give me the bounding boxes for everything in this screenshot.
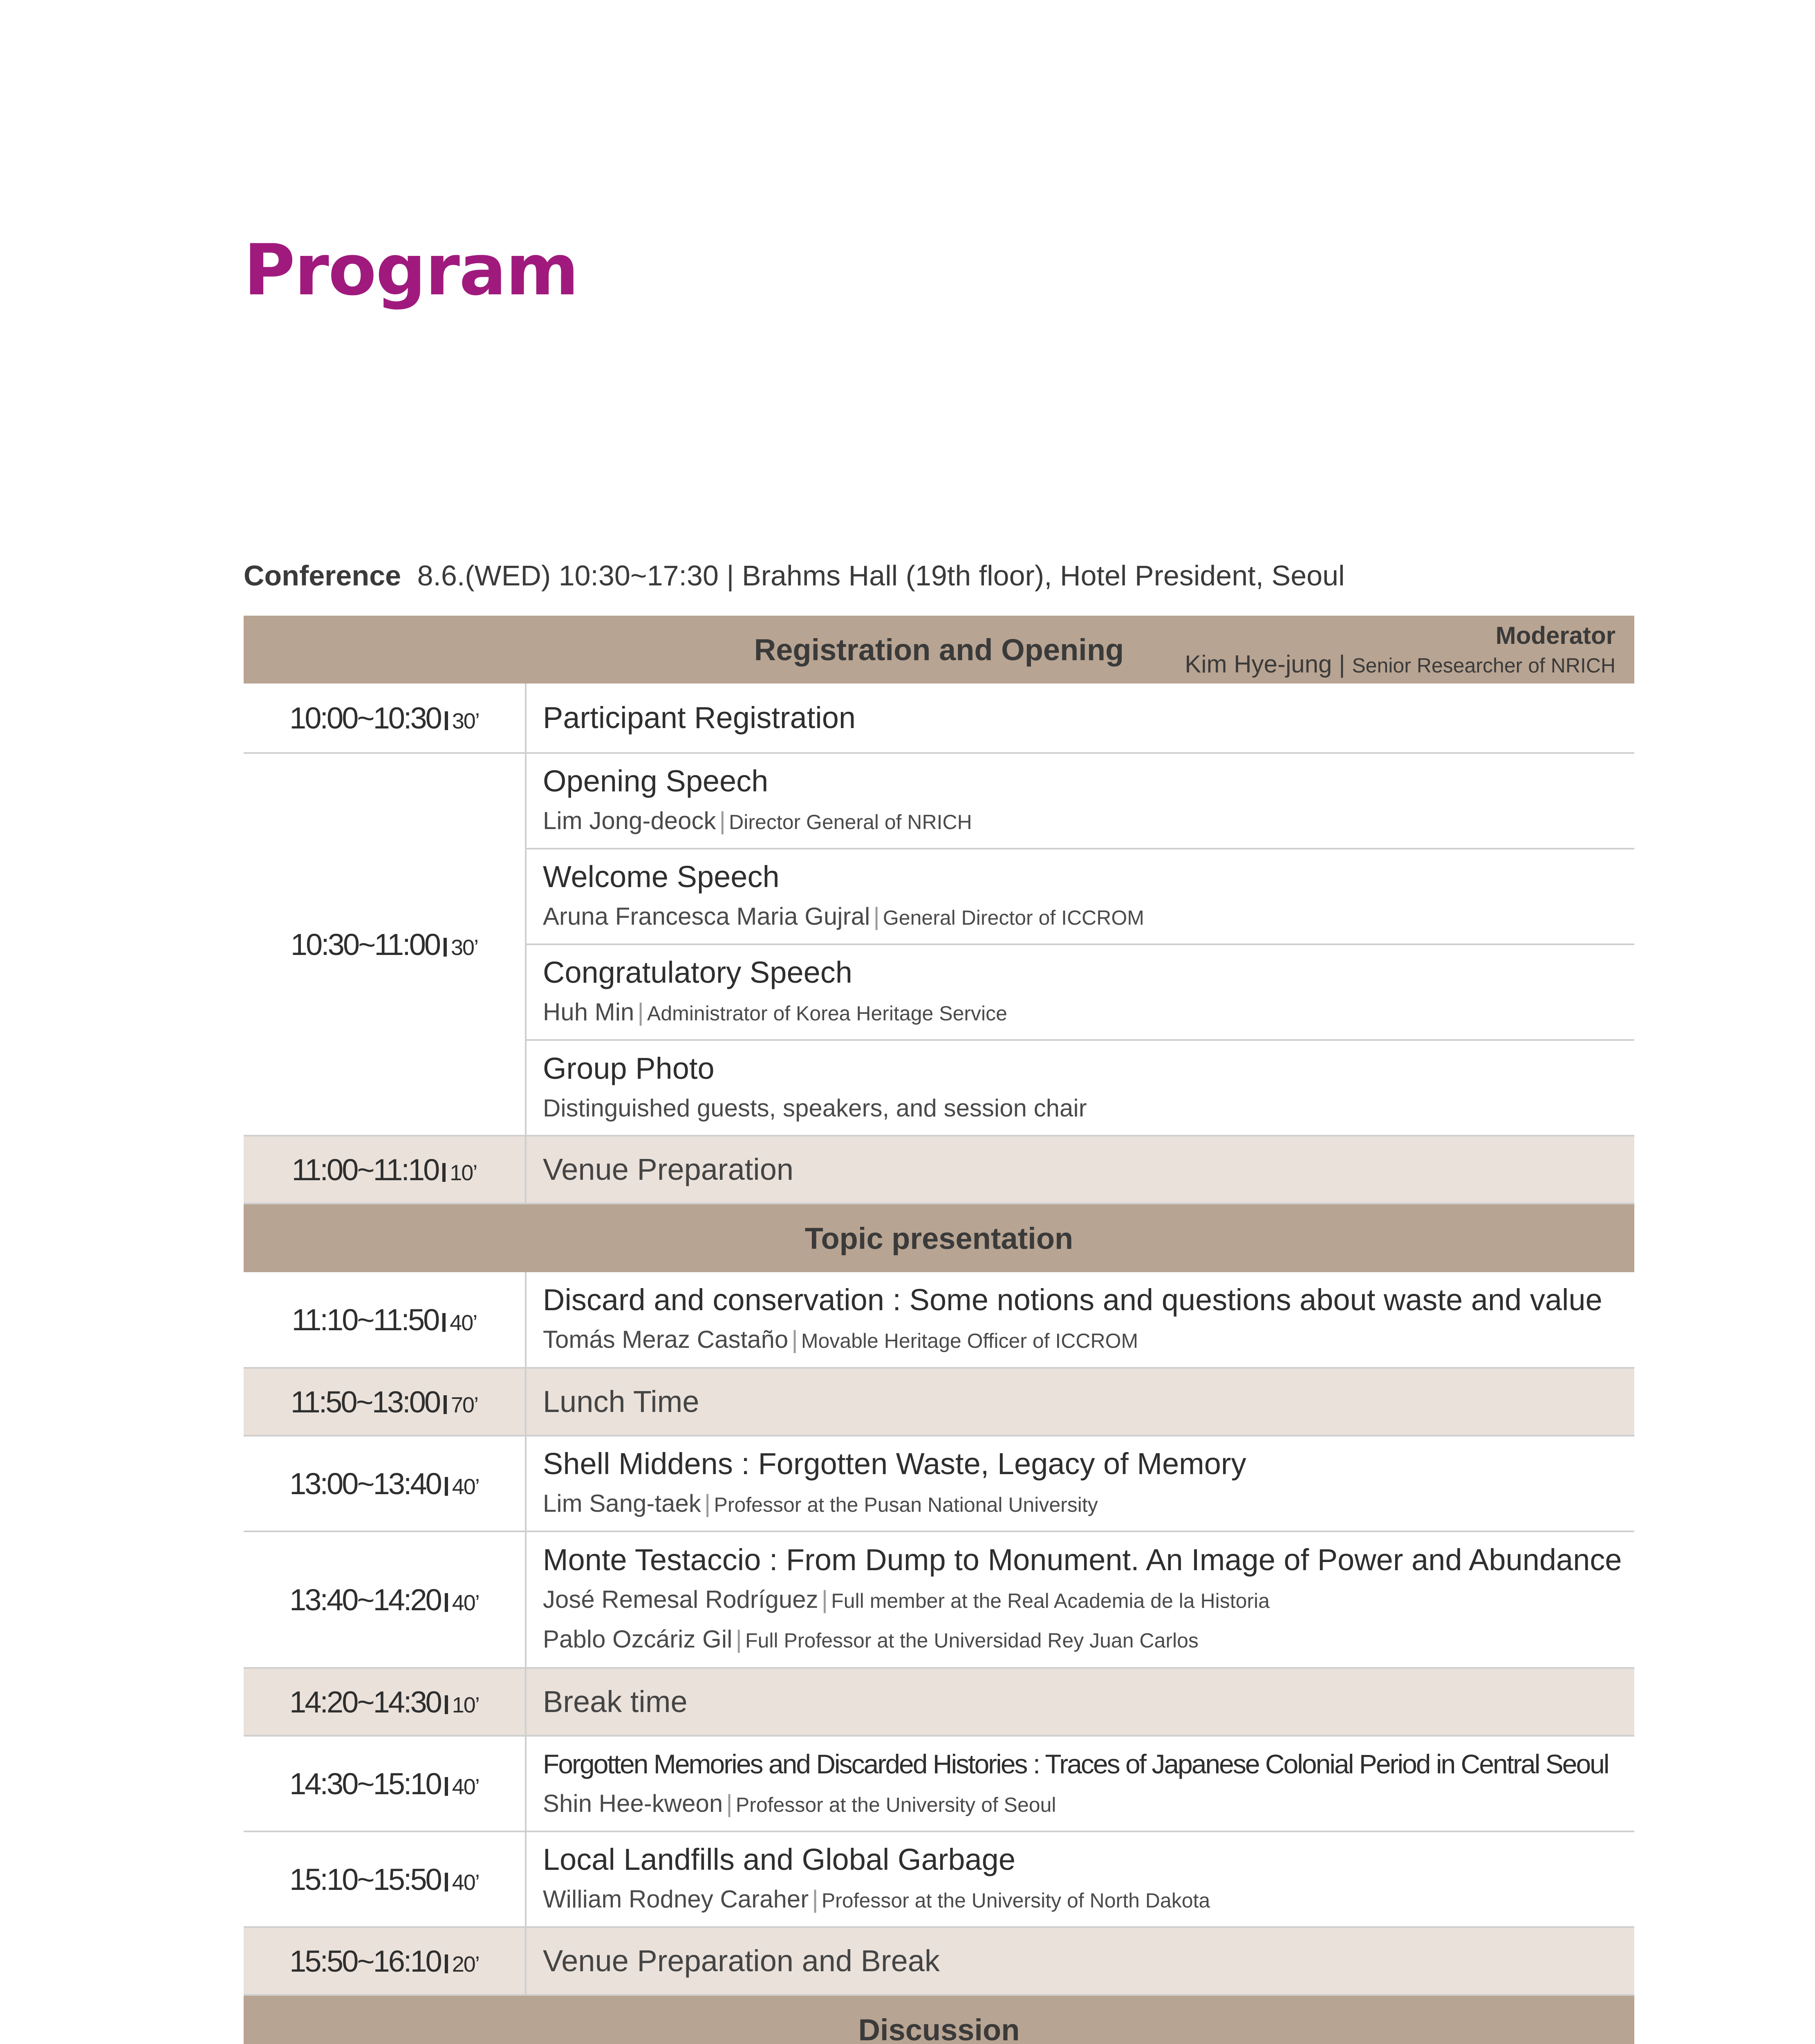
speaker-role: Full member at the Real Academia de la Historia (831, 1589, 1270, 1612)
session-title: Opening Speech (543, 764, 769, 798)
table-row (244, 1368, 1634, 1436)
table-row (244, 1668, 1634, 1736)
table-row (244, 684, 1634, 753)
time-cell: 13:40~14:20 40’ (244, 1531, 526, 1668)
session-title: Congratulatory Speech (543, 955, 852, 989)
speaker-role: General Director of ICCROM (883, 906, 1144, 929)
section-header-topic (244, 1204, 1634, 1272)
time-cell: 11:50~13:00 70’ (244, 1368, 526, 1436)
table-row: 10:30~11:00 30’ Opening Speech Lim Jong-deock | Director General of NRICH (244, 753, 1634, 849)
session-title: Local Landfills and Global Garbage (543, 1842, 1015, 1876)
speaker-name: Tomás Meraz Castaño (543, 1325, 789, 1353)
time-cell: 14:20~14:30 10’ (244, 1668, 526, 1736)
program-table (244, 616, 1634, 2044)
table-row: Welcome Speech Aruna Francesca Maria Gujral | General Director of ICCROM (244, 849, 1634, 944)
session-title: Venue Preparation and Break (543, 1944, 940, 1978)
speaker-role: Professor at the University of Seoul (735, 1793, 1056, 1816)
time-cell: 15:50~16:10 20’ (244, 1927, 526, 1995)
session-title: Monte Testaccio : From Dump to Monument. An Image of Power and Abundance (543, 1543, 1622, 1577)
speaker-name: Huh Min (543, 998, 634, 1026)
speaker-role: Full Professor at the Universidad Rey Juan Carlos (745, 1629, 1199, 1652)
session-title: Participant Registration (543, 701, 856, 735)
speaker-name: William Rodney Caraher (543, 1885, 809, 1913)
session-note: Distinguished guests, speakers, and session chair (543, 1094, 1087, 1122)
table-row: 14:30~15:10 40’ Forgotten Memories and Discarded Histories : Traces of Japanese Colonial Period in Central Seoul Shin Hee-kweon | Professor at the University of Seoul (244, 1736, 1634, 1831)
conference-info (244, 559, 1345, 592)
separator: | (1339, 650, 1345, 678)
session-title: Group Photo (543, 1051, 715, 1085)
time-cell: 10:00~10:30 30’ (244, 684, 526, 753)
time-cell: 10:30~11:00 30’ (244, 753, 526, 1136)
section-title: Discussion (858, 2013, 1020, 2044)
session-title: Break time (543, 1685, 688, 1719)
speaker-role: Professor at the Pusan National University (714, 1493, 1098, 1516)
session-title: Welcome Speech (543, 859, 780, 894)
session-title: Discard and conservation : Some notions and questions about waste and value (543, 1282, 1602, 1317)
time-cell: 13:00~13:40 40’ (244, 1436, 526, 1531)
time-cell: 14:30~15:10 40’ (244, 1736, 526, 1831)
speaker-role: Director General of NRICH (729, 810, 972, 834)
speaker-name: Lim Sang-taek (543, 1489, 701, 1517)
section-header-discussion (244, 1995, 1634, 2044)
speaker-name: José Remesal Rodríguez (543, 1586, 818, 1613)
conference-details: 8.6.(WED) 10:30~17:30 | Brahms Hall (19th floor), Hotel President, Seoul (417, 560, 1345, 592)
speaker-name: Shin Hee-kweon (543, 1789, 723, 1817)
moderator-role: Senior Researcher of NRICH (1352, 654, 1616, 677)
table-row (244, 1136, 1634, 1204)
table-row: 11:10~11:50 40’ Discard and conservation : Some notions and questions about waste and value Tomás Meraz Castaño | Movable Heritage Officer of ICCROM (244, 1272, 1634, 1368)
moderator (1185, 621, 1616, 680)
speaker-role: Professor at the University of North Dakota (821, 1889, 1210, 1912)
page-title: Program (244, 229, 578, 311)
session-title: Venue Preparation (543, 1152, 794, 1186)
moderator-name: Kim Hye-jung (1185, 650, 1332, 678)
session-title: Shell Middens : Forgotten Waste, Legacy of Memory (543, 1446, 1246, 1481)
speaker-role: Movable Heritage Officer of ICCROM (801, 1329, 1138, 1352)
session-title: Forgotten Memories and Discarded Histories : Traces of Japanese Colonial Period in Central Seoul (543, 1748, 1609, 1779)
table-row: Congratulatory Speech Huh Min | Administrator of Korea Heritage Service (244, 944, 1634, 1040)
speaker-name: Pablo Ozcáriz Gil (543, 1625, 733, 1653)
table-row (244, 1927, 1634, 1995)
section-title: Topic presentation (804, 1221, 1073, 1255)
table-row: 15:10~15:50 40’ Local Landfills and Global Garbage William Rodney Caraher | Professor at the University of North Dakota (244, 1831, 1634, 1927)
session-title: Lunch Time (543, 1385, 699, 1419)
speaker-name: Lim Jong-deock (543, 807, 716, 834)
conference-label: Conference (244, 560, 401, 592)
time-cell: 15:10~15:50 40’ (244, 1831, 526, 1927)
time-cell: 11:10~11:50 40’ (244, 1272, 526, 1368)
moderator-label: Moderator (1495, 622, 1616, 649)
table-row: 13:00~13:40 40’ Shell Middens : Forgotten Waste, Legacy of Memory Lim Sang-taek | Professor at the Pusan National University (244, 1436, 1634, 1531)
section-title: Registration and Opening (754, 632, 1124, 667)
table-row: 13:40~14:20 40’ Monte Testaccio : From Dump to Monument. An Image of Power and Abundance José Remesal Rodríguez | Full member at the Real Academia de la Historia Pablo Ozcáriz Gil | Full Professor at the Universidad Rey Juan Carlos (244, 1531, 1634, 1668)
section-header-registration (244, 616, 1634, 684)
speaker-name: Aruna Francesca Maria Gujral (543, 902, 870, 930)
speaker-role: Administrator of Korea Heritage Service (647, 1002, 1007, 1025)
time-cell: 11:00~11:10 10’ (244, 1136, 526, 1204)
